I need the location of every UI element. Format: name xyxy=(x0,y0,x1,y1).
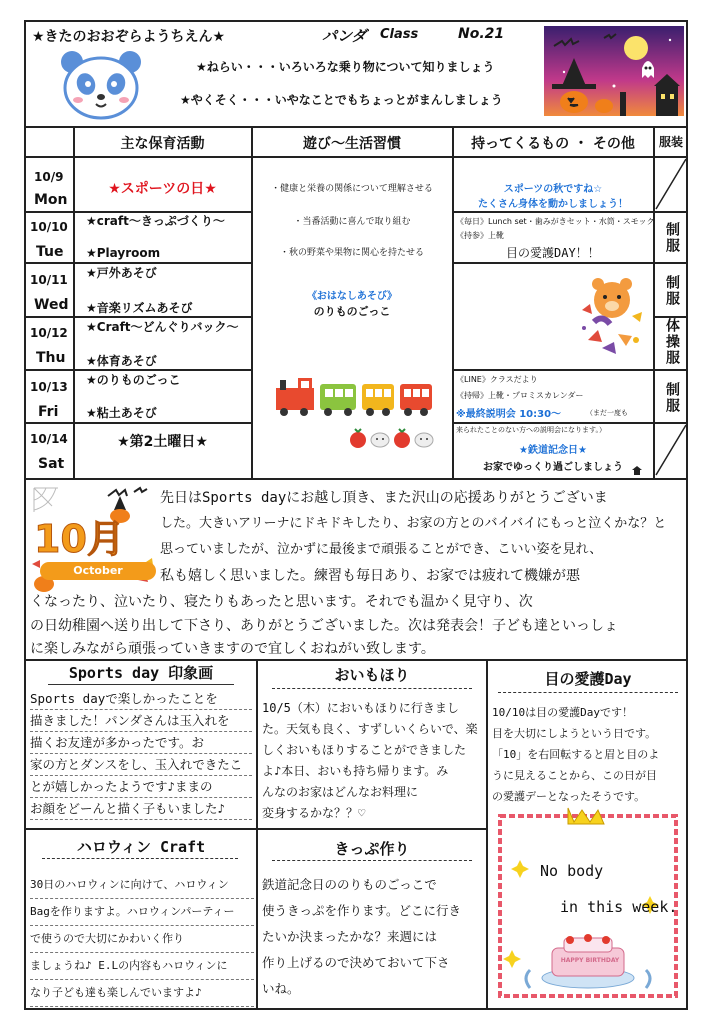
activity-tue-1: ★craft～きっぷづくり～ xyxy=(86,214,225,228)
ticket-line-5: いね。 xyxy=(262,981,300,996)
drawing-line-4: 家の方とダンスをし、玉入れできたこ xyxy=(30,754,252,776)
bring-fri-2: 《持帰》上靴・プロミスカレンダー xyxy=(456,391,584,400)
habit-1: ・健康と栄養の関係について理解させる xyxy=(271,184,433,194)
drawing-line-5: とが嬉しかったようです♪ままの xyxy=(30,776,252,798)
dress-sat-slash xyxy=(654,423,688,477)
weekday-tue: Tue xyxy=(36,244,64,260)
header-dress: 服装 xyxy=(658,135,683,149)
promise-text: ★やくそく・・・いやなことでもちょっとがまんしましょう xyxy=(180,93,503,107)
halloween-line-5: なり子ども達も楽しんでいますよ♪ xyxy=(30,980,254,1007)
activity-tue-2: ★Playroom xyxy=(86,246,161,260)
bring-line-3 xyxy=(452,369,688,371)
letter-line-4: 私も嬉しく思いました。練習も毎日あり、お家では疲れて機嫌が悪 xyxy=(160,568,580,584)
bring-tue-1: 《毎日》Lunch set・歯みがきセット・水筒・スモック xyxy=(456,217,655,226)
halloween-line-3: で使うので大切にかわいく作り xyxy=(30,926,254,953)
halloween-line-4: ましょうね♪ E.Lの内容もハロウィンに xyxy=(30,953,254,980)
eye-line-4: うに見えることから、この日が目 xyxy=(492,769,657,782)
letter-line-1: 先日はSports dayにお越し頂き、また沢山の応援ありがとうございま xyxy=(160,490,608,506)
weekday-fri: Fri xyxy=(38,404,59,420)
letter-line-7: に楽しみながら頑張っていきますので宜しくおねがい致します。 xyxy=(30,641,435,657)
habit-3: ・秋の野菜や果物に関心を持たせる xyxy=(279,248,424,258)
letter-line-2: した。大きいアリーナにドキドキしたり、お家の方とのバイバイにもっと泣くかな？と xyxy=(160,516,667,531)
school-name: ★きたのおおぞらようちえん★ xyxy=(32,29,226,45)
header-activity: 主な保育活動 xyxy=(120,136,205,152)
bring-tue-2: 《持参》上靴 xyxy=(456,231,504,240)
ticket-body xyxy=(262,872,484,1002)
boxes-col-line-2 xyxy=(486,659,488,1010)
drawing-line-2: 描きました！パンダさんは玉入れを xyxy=(30,710,252,732)
story-title: のりものごっこ xyxy=(313,305,391,318)
activity-fri-2: ★粘土あそび xyxy=(86,406,157,420)
letter-line-5: くなったり、泣いたり、寝たりもあったと思います。それでも温かく見守り、次 xyxy=(30,594,533,610)
dress-thu: 体操服 xyxy=(664,318,680,366)
bring-fri-3: ※最終説明会 10:30～ xyxy=(456,409,562,420)
row-line-5 xyxy=(24,422,253,424)
ticket-line-1: 鉄道記念日ののりものごっこで xyxy=(262,877,437,892)
bring-line-4 xyxy=(452,422,688,424)
halloween-illustration xyxy=(544,26,684,116)
digging-title-underline xyxy=(272,688,472,689)
train-illustration xyxy=(272,374,436,418)
bring-mon-1: スポーツの秋ですね☆ xyxy=(503,184,603,195)
bring-tue-3: 目の愛護DAY！！ xyxy=(506,246,600,260)
header-bring: 持ってくるもの ・ その他 xyxy=(471,136,635,152)
halloween-body xyxy=(30,872,254,1007)
digging-line-1: 10/5（木）においもほりに行きまし xyxy=(262,701,459,715)
drawing-title-underline xyxy=(48,684,234,685)
eye-line-2: 目を大切にしようという日です。 xyxy=(492,727,657,740)
bring-mon-2: たくさん身体を動かしましょう！ xyxy=(478,199,628,210)
vegetables-illustration xyxy=(348,428,442,450)
drawing-body xyxy=(30,688,252,820)
class-label: Class xyxy=(380,27,419,42)
halloween-line-1: 30日のハロウィンに向けて、ハロウィン xyxy=(30,872,254,899)
bring-fri-4: 来られたことのない方への説明会になります。） xyxy=(456,426,606,434)
boxes-col-line-1 xyxy=(256,659,258,1010)
table-bottom-line xyxy=(24,478,688,480)
activity-mon-1: ★スポーツの日★ xyxy=(108,181,217,197)
boxes-middle-line xyxy=(24,828,488,830)
letter-line-6: の日幼稚園へ送り出して下さり、ありがとうございました。次は発表会！子ども達といっしょ xyxy=(30,618,618,634)
halloween-title: ハロウィン Craft xyxy=(76,838,206,856)
bring-fri-3b: （まだ一度も xyxy=(586,409,628,417)
home-icon xyxy=(632,460,642,469)
ticket-title: きっぷ作り xyxy=(334,840,410,858)
col-line-activity xyxy=(251,126,253,478)
digging-line-5: んなのお家はどんなお料理に xyxy=(262,785,419,799)
date-fri: 10/13 xyxy=(30,380,68,394)
digging-line-4: よ♪本日、おいも持ち帰ります。み xyxy=(262,764,449,778)
weekday-wed: Wed xyxy=(34,297,69,313)
activity-thu-2: ★体育あそび xyxy=(86,354,157,368)
weekday-mon: Mon xyxy=(34,192,68,208)
eye-title-underline xyxy=(498,692,678,693)
bring-line-2 xyxy=(452,262,688,264)
date-tue: 10/10 xyxy=(30,220,68,234)
boxes-top-line xyxy=(24,659,688,661)
table-top-line xyxy=(24,126,688,128)
october-badge-number: 10月 xyxy=(34,517,125,561)
bear-leaves-illustration xyxy=(574,270,650,358)
eye-line-5: の愛護デーとなったそうです。 xyxy=(492,790,646,803)
digging-line-2: た。天気も良く、すずしいくらいで、楽 xyxy=(262,722,478,736)
halloween-line-2: Bagを作りますよ。ハロウィンパーティー xyxy=(30,899,254,926)
habit-2: ・当番活動に喜んで取り組む xyxy=(293,217,411,227)
activity-wed-1: ★戸外あそび xyxy=(86,266,157,280)
letter-line-3: 思っていましたが、泣かずに最後まで頑張ることができ、こいい姿を見れ、 xyxy=(160,542,603,557)
weekday-thu: Thu xyxy=(36,350,66,366)
date-sat: 10/14 xyxy=(30,432,68,446)
drawing-line-3: 描くお友達が多かったです。お xyxy=(30,732,252,754)
halloween-title-underline xyxy=(42,858,238,859)
cake-text: HAPPY BIRTHDAY xyxy=(560,957,620,964)
panda-icon xyxy=(58,48,144,120)
digging-title: おいもほり xyxy=(334,666,410,684)
eye-line-3: 「10」を右回転すると眉と目のよ xyxy=(492,748,660,761)
date-mon: 10/9 xyxy=(34,170,64,184)
activity-thu-1: ★Craft～どんぐりバック～ xyxy=(86,320,239,334)
date-thu: 10/12 xyxy=(30,326,68,340)
col-line-play xyxy=(452,126,454,478)
ticket-line-2: 使うきっぷを作ります。どこに行き xyxy=(262,903,462,918)
date-wed: 10/11 xyxy=(30,273,68,287)
digging-line-6: 変身するかな？？♡ xyxy=(262,806,366,820)
eye-body xyxy=(492,702,684,807)
bring-sat-2: お家でゆっくり過ごしましょう xyxy=(483,462,623,473)
aim-text: ★ねらい・・・いろいろな乗り物について知りましょう xyxy=(196,60,495,74)
bring-fri-1: 《LINE》クラスだより xyxy=(456,375,538,384)
october-badge-word: October xyxy=(40,562,156,580)
table-header-line xyxy=(24,156,688,158)
birthday-line-1: No body xyxy=(540,862,604,880)
digging-line-3: しくおいもほりすることができました xyxy=(262,743,467,757)
header-play: 遊び～生活習慣 xyxy=(303,136,401,152)
class-name: パンダ xyxy=(322,27,367,45)
bring-line-1 xyxy=(452,211,688,213)
drawing-line-6: お顔をどーんと描く子もいました♪ xyxy=(30,798,252,820)
drawing-line-1: Sports dayで楽しかったことを xyxy=(30,688,252,710)
ticket-title-underline xyxy=(272,860,472,861)
birthday-line-2: in this week. xyxy=(560,898,678,916)
dress-mon-slash xyxy=(654,157,688,211)
activity-wed-2: ★音楽リズムあそび xyxy=(86,301,193,315)
activity-sat-1: ★第2土曜日★ xyxy=(117,434,208,450)
ticket-line-4: 作り上げるので決めておいて下さ xyxy=(262,955,450,970)
digging-body xyxy=(262,698,482,824)
activity-fri-1: ★のりものごっこ xyxy=(86,373,181,387)
ticket-line-3: たいか決まったかな？来週には xyxy=(262,929,438,944)
dress-wed: 制服 xyxy=(664,275,680,307)
story-label: 《おはなしあそび》 xyxy=(306,291,398,302)
weekday-sat: Sat xyxy=(38,456,65,472)
drawing-title: Sports day 印象画 xyxy=(68,664,214,682)
eye-line-1: 10/10は目の愛護Dayです！ xyxy=(492,706,633,719)
dress-fri: 制服 xyxy=(664,382,680,414)
bring-sat-1: ★鉄道記念日★ xyxy=(519,445,587,456)
eye-title: 目の愛護Day xyxy=(544,670,632,688)
dress-tue: 制服 xyxy=(664,222,680,254)
issue-number: No.21 xyxy=(458,26,505,42)
